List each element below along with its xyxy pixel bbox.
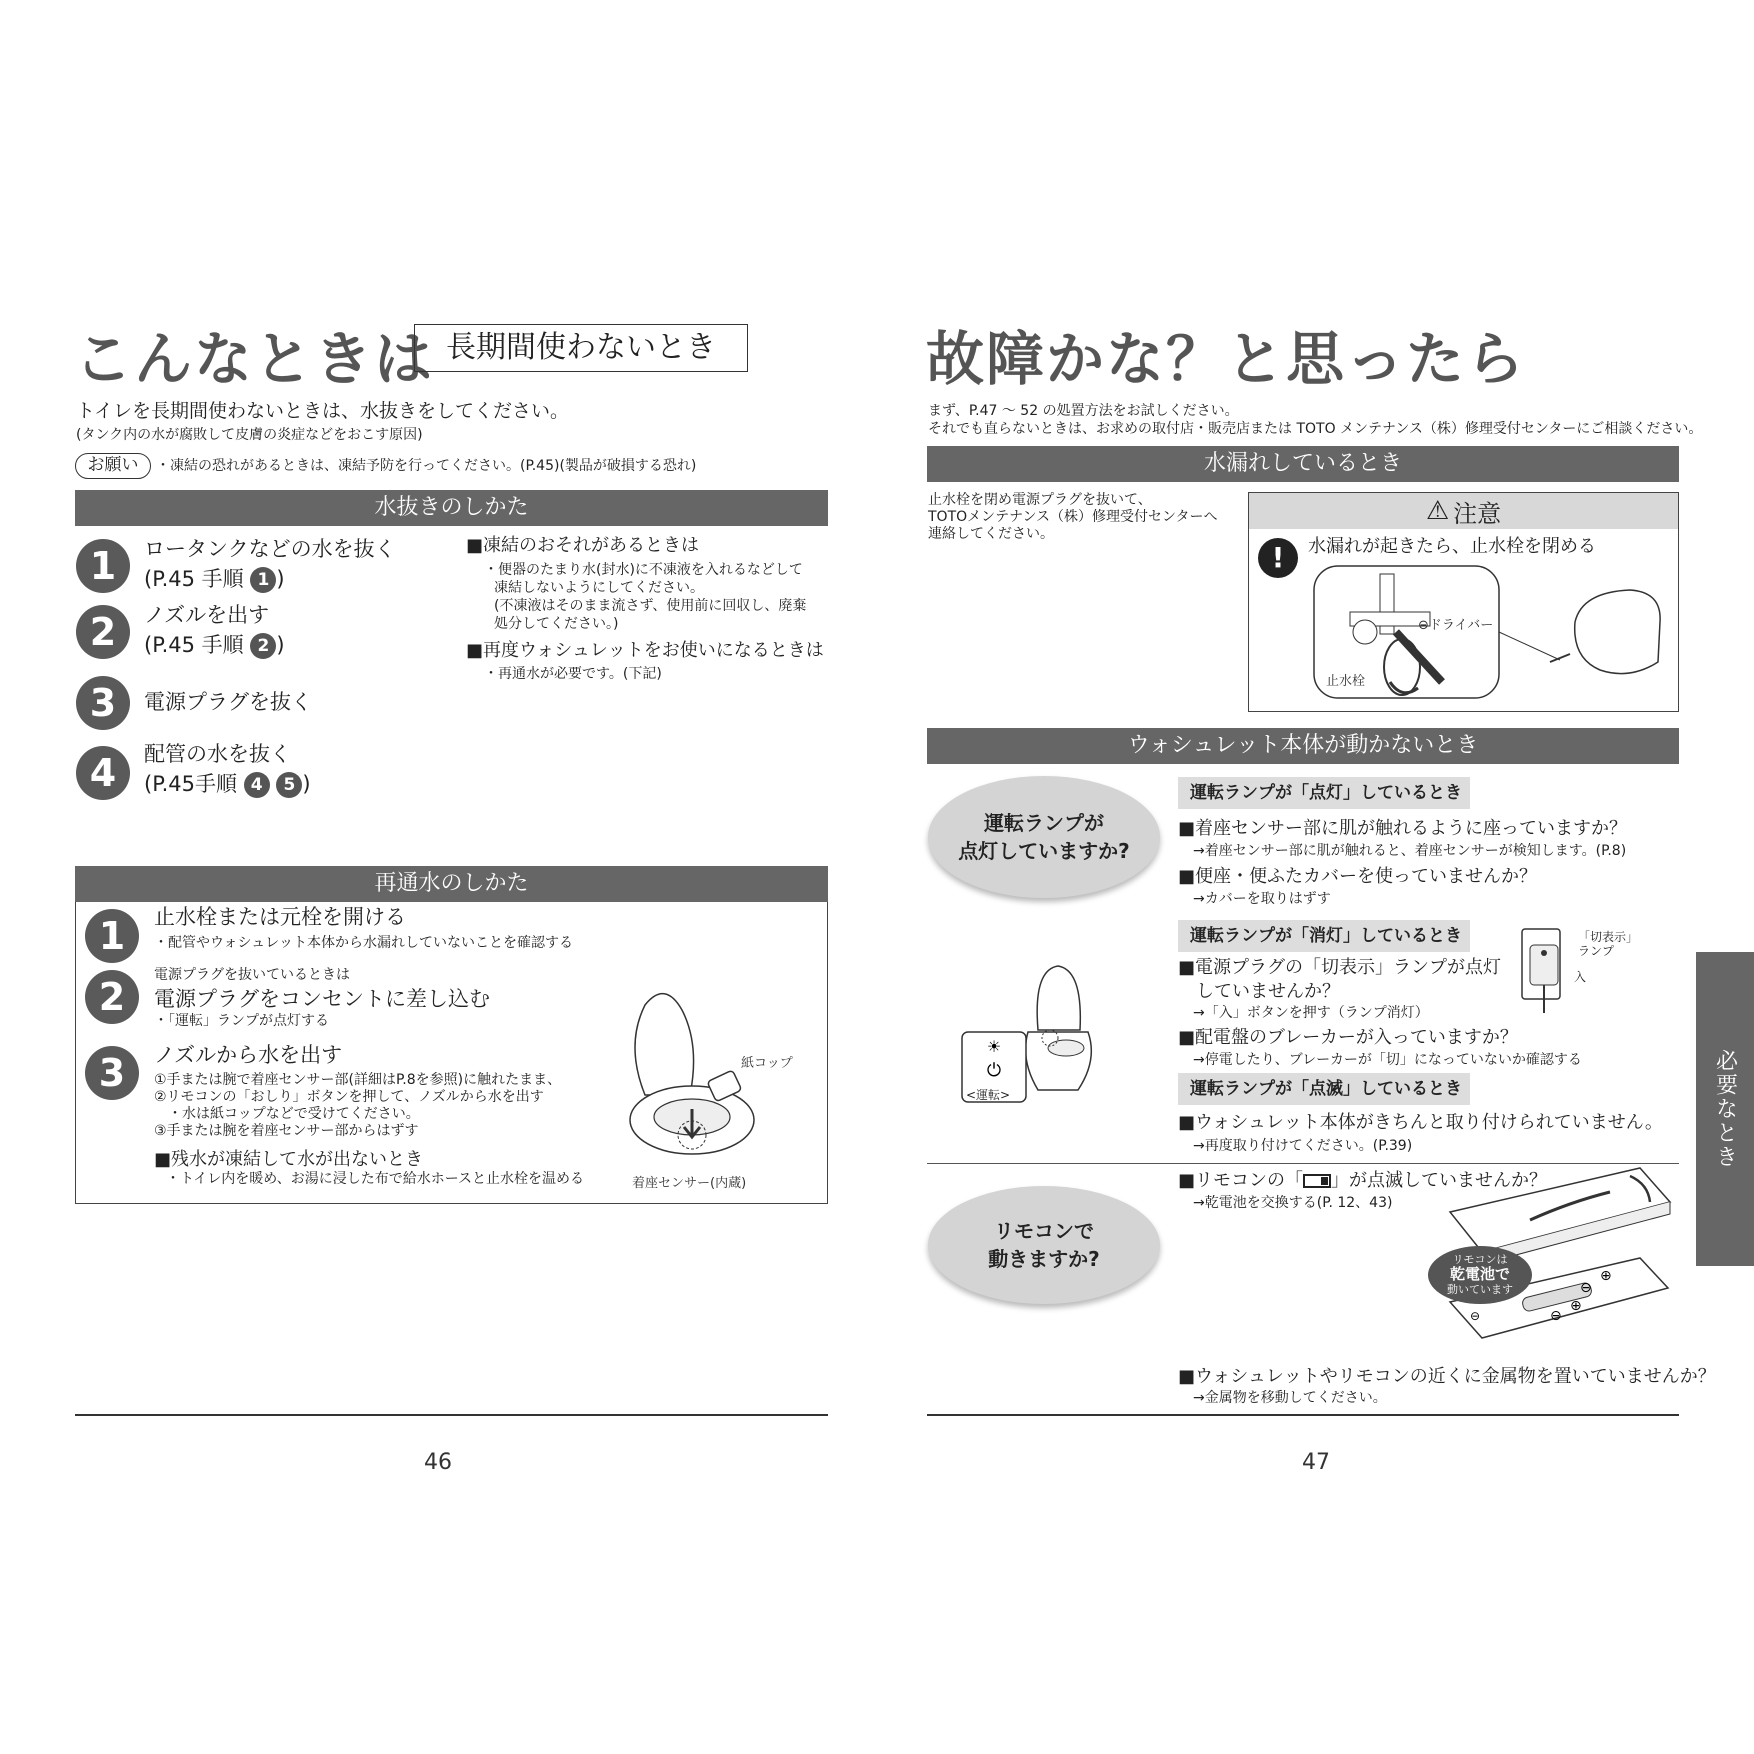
- metal-answer: →金属物を移動してください。: [1193, 1390, 1387, 1406]
- label-unten: <運転>: [966, 1088, 1011, 1102]
- freeze-line: 凍結しないようにしてください。: [494, 580, 704, 596]
- step-ref: (P.45手順 4 5 ): [144, 772, 311, 796]
- intro-note: (タンク内の水が腐敗して皮膚の炎症などをおこす原因): [76, 427, 423, 443]
- step-ref: (P.45 手順 2 ): [144, 633, 285, 657]
- step-pre: 電源プラグを抜いているときは: [154, 967, 350, 983]
- step-text: 電源プラグをコンセントに差し込む: [154, 987, 490, 1011]
- page-title-right: 故障かな？と思ったら: [926, 325, 1527, 393]
- intro-text: それでも直らないときは、お求めの取付店・販売店または TOTO メンテナンス（株）修理受付センターにご相談ください。: [928, 421, 1703, 437]
- remote-answer: →乾電池を交換する(P. 12、43): [1193, 1195, 1393, 1211]
- off-question: ■電源プラグの「切表示」ランプが点灯: [1178, 957, 1502, 978]
- step-sub: ②リモコンの「おしり」ボタンを押して、ノズルから水を出す: [154, 1089, 544, 1105]
- intro-text: トイレを長期間使わないときは、水抜きをしてください。: [76, 400, 570, 422]
- off-question: ■配電盤のブレーカーが入っていますか？: [1178, 1027, 1518, 1048]
- svg-text:⏻: ⏻: [986, 1060, 1002, 1081]
- svg-text:☀: ☀: [986, 1037, 1002, 1056]
- off-answer: →停電したり、ブレーカーが「切」になっていないか確認する: [1193, 1052, 1582, 1068]
- step-ref-badge: 2: [250, 633, 276, 659]
- onegai-badge: お願い: [75, 453, 151, 479]
- refill-bar: 再通水のしかた: [75, 866, 828, 902]
- lit-question: ■着座センサー部に肌が触れるように座っていますか？: [1178, 818, 1628, 839]
- page-title-left: こんなときは: [74, 325, 435, 393]
- step-number: 2: [76, 605, 130, 659]
- freeze-line: (不凍液はそのまま流さず、使用前に回収し、廃棄: [494, 598, 807, 614]
- freeze-line: ・便器のたまり水(封水)に不凍液を入れるなどして: [484, 562, 803, 578]
- svg-text:⊖: ⊖: [1470, 1309, 1481, 1323]
- step-sub: ・水は紙コップなどで受けてください。: [168, 1106, 420, 1122]
- leak-bar: 水漏れしているとき: [927, 446, 1679, 482]
- step-text: 電源プラグを抜く: [144, 690, 312, 714]
- label-valve: 止水栓: [1326, 674, 1366, 689]
- drain-bar: 水抜きのしかた: [75, 490, 828, 526]
- freeze-heading: ■凍結のおそれがあるときは: [466, 535, 700, 556]
- step-text: 止水栓または元栓を開ける: [154, 905, 406, 929]
- leak-text: 止水栓を閉め電源プラグを抜いて、: [928, 492, 1152, 508]
- blink-answer: →再度取り付けてください。(P.39): [1193, 1138, 1413, 1154]
- title-tag: 長期間使わないとき: [414, 324, 748, 372]
- side-tab[interactable]: 必要なとき: [1696, 952, 1754, 1266]
- step-number: 1: [85, 909, 139, 963]
- step-sub: ・配管やウォシュレット本体から水漏れしていないことを確認する: [154, 935, 574, 951]
- exclamation-icon: !: [1258, 538, 1298, 578]
- svg-text:⊕: ⊕: [1600, 1268, 1612, 1284]
- blink-question: ■ウォシュレット本体がきちんと取り付けられていません。: [1178, 1112, 1663, 1133]
- lit-question: ■便座・便ふたカバーを使っていませんか？: [1178, 866, 1538, 887]
- question-oval-lamp: 運転ランプが 点灯していますか?: [928, 776, 1160, 898]
- footer-rule: [75, 1414, 828, 1416]
- step-text: ロータンクなどの水を抜く: [144, 537, 396, 561]
- step-ref-badge: 1: [250, 567, 276, 593]
- step-sub: ③手または腕を着座センサー部からはずす: [154, 1123, 419, 1139]
- label-iri: 入: [1574, 970, 1587, 984]
- lit-answer: →カバーを取りはずす: [1193, 891, 1331, 907]
- page-number: 46: [424, 1450, 452, 1475]
- leak-text: 連絡してください。: [928, 526, 1054, 542]
- step-number: 2: [85, 970, 139, 1024]
- freeze-line: 処分してください。): [494, 616, 619, 632]
- warning-icon: ⚠: [1425, 496, 1450, 526]
- step-sub: ・「運転」ランプが点灯する: [154, 1013, 329, 1029]
- step-text: 配管の水を抜く: [144, 742, 291, 766]
- label-driver: ⊖ドライバー: [1418, 618, 1494, 633]
- blink-header: 運転ランプが「点滅」しているとき: [1178, 1073, 1470, 1105]
- footer-rule: [927, 1414, 1679, 1416]
- lit-answer: →着座センサー部に肌が触れると、着座センサーが検知します。(P.8): [1193, 843, 1627, 859]
- step-text: ノズルを出す: [144, 603, 270, 627]
- off-question: していませんか？: [1196, 981, 1340, 1002]
- step-number: 4: [76, 746, 130, 800]
- battery-callout: リモコンは 乾電池で 動いています: [1428, 1246, 1532, 1304]
- label-kiri-lamp: 「切表示」 ランプ: [1578, 930, 1639, 958]
- onegai-text: ・凍結の恐れがあるときは、凍結予防を行ってください。(P.45)(製品が破損する恐れ): [156, 458, 697, 474]
- step-ref: (P.45 手順 1 ): [144, 567, 285, 591]
- leak-text: TOTOメンテナンス（株）修理受付センターへ: [928, 509, 1218, 525]
- svg-text:⊖: ⊖: [1580, 1280, 1592, 1296]
- reuse-line: ・再通水が必要です。(下記): [484, 666, 662, 682]
- label-sensor: 着座センサー(内蔵): [632, 1176, 747, 1191]
- battery-icon: [1303, 1174, 1331, 1188]
- intro-text: まず、P.47 ～ 52 の処置方法をお試しください。: [928, 403, 1239, 419]
- remote-question: ■リモコンの「 」が点滅していませんか？: [1178, 1170, 1548, 1191]
- valve-illustration: [1310, 562, 1670, 712]
- noop-bar: ウォシュレット本体が動かないとき: [927, 728, 1679, 764]
- step-ref-badge: 4: [244, 772, 270, 798]
- step-number: 3: [76, 676, 130, 730]
- caution-header: ⚠ 注意: [1249, 493, 1678, 529]
- step-number: 3: [85, 1046, 139, 1100]
- step-number: 1: [76, 539, 130, 593]
- lit-header: 運転ランプが「点灯」しているとき: [1178, 777, 1470, 809]
- seat-nozzle-illustration: [620, 985, 780, 1170]
- page-number: 47: [1302, 1450, 1330, 1475]
- caution-text: 水漏れが起きたら、止水栓を閉める: [1308, 536, 1596, 557]
- svg-text:⊖: ⊖: [1550, 1308, 1562, 1324]
- step-ref-badge: 5: [276, 772, 302, 798]
- reuse-heading: ■再度ウォシュレットをお使いになるときは: [466, 640, 824, 661]
- question-oval-remote: リモコンで 動きますか?: [928, 1186, 1160, 1304]
- metal-question: ■ウォシュレットやリモコンの近くに金属物を置いていませんか？: [1178, 1366, 1716, 1387]
- off-answer: →「入」ボタンを押す（ランプ消灯）: [1193, 1005, 1429, 1021]
- off-header: 運転ランプが「消灯」しているとき: [1178, 920, 1470, 952]
- step-text: ノズルから水を出す: [154, 1043, 343, 1067]
- step-sub: ①手または腕で着座センサー部(詳細はP.8を参照)に触れたまま、: [154, 1072, 562, 1088]
- remain-heading: ■残水が凍結して水が出ないとき: [154, 1149, 424, 1170]
- label-cup: 紙コップ: [741, 1056, 793, 1071]
- svg-text:⊕: ⊕: [1570, 1298, 1582, 1314]
- remain-line: ・トイレ内を暖め、お湯に浸した布で給水ホースと止水栓を温める: [166, 1171, 585, 1187]
